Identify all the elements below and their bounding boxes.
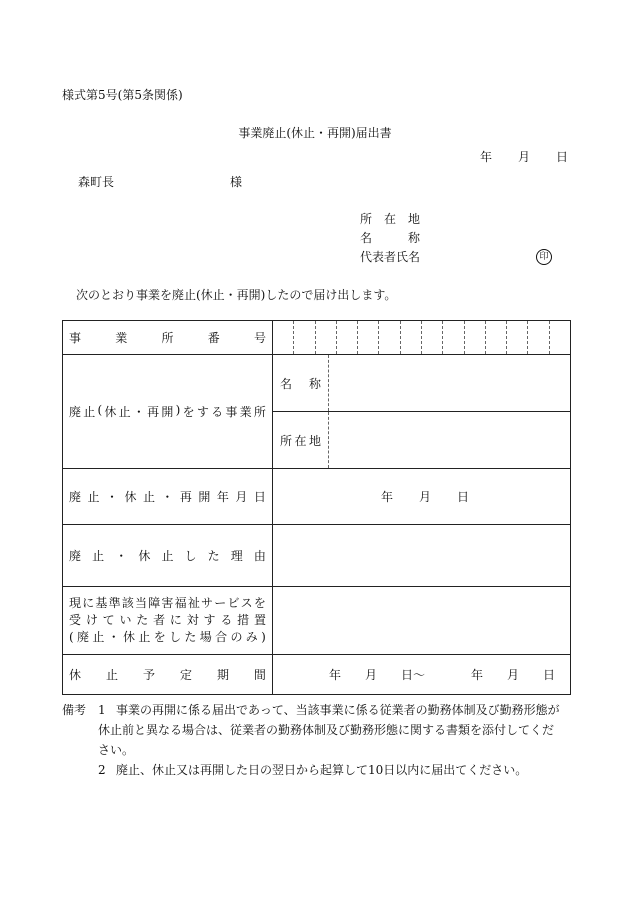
intro-text: 次のとおり事業を廃止(休止・再開)したので届け出します。	[76, 288, 397, 302]
label-text: 廃 止 ・ 休 止 し た 理 由	[69, 549, 266, 563]
office-number-digit-box[interactable]	[464, 321, 485, 354]
form-table	[62, 320, 571, 695]
applicant-location-label: 所 在 地	[360, 212, 421, 226]
row-measures	[63, 587, 571, 655]
office-location-label	[273, 412, 329, 468]
office-number-digit-box[interactable]	[549, 321, 570, 354]
note-1-line-3: さい。	[98, 743, 135, 757]
office-number-digit-box[interactable]	[442, 321, 463, 354]
office-number-digit-box[interactable]	[378, 321, 399, 354]
date-year: 年	[480, 150, 493, 164]
page-title: 事業廃止(休止・再開)届出書	[238, 126, 392, 140]
office-number-digit-box[interactable]	[293, 321, 314, 354]
reason-label	[63, 525, 273, 587]
row-period	[63, 655, 571, 695]
addressee-name: 森町長	[78, 175, 115, 189]
measures-field[interactable]	[273, 587, 571, 655]
date-label	[63, 469, 273, 525]
office-label	[63, 355, 273, 469]
seal-mark-icon: 印	[536, 248, 552, 265]
office-number-digit-box[interactable]	[357, 321, 378, 354]
row-office	[63, 355, 571, 469]
period-label	[63, 655, 273, 695]
applicant-representative-label: 代表者氏名	[360, 250, 421, 264]
addressee-honorific: 様	[230, 175, 243, 189]
date-day: 日	[556, 150, 569, 164]
office-number-label	[63, 321, 273, 355]
label-text: 休 止 予 定 期 間	[69, 668, 266, 682]
office-number-digit-box[interactable]	[421, 321, 442, 354]
notes: 備考 1 事業の再開に係る届出であって、当該事業に係る従業者の勤務体制及び勤務形態が 休止前と異なる場合は、従業者の勤務体制及び勤務形態に関する書類を添付してくだ さい。 2 廃止、休止又は再開した日の翌日から起算して10日以内に届出てください。	[62, 700, 572, 780]
office-number-digit-box[interactable]	[400, 321, 421, 354]
office-location-field[interactable]	[329, 412, 570, 468]
label-text: ( 廃 止 ・ 休 止 を し た 場 合 の み )	[69, 630, 266, 644]
reason-field[interactable]	[273, 525, 571, 587]
label-text: 現 に 基 準 該 当 障 害 福 祉 サ ー ビ ス を	[69, 596, 266, 610]
note-2: 廃止、休止又は再開した日の翌日から起算して10日以内に届出てください。	[116, 763, 528, 777]
office-number-digit-box[interactable]	[485, 321, 506, 354]
label-text: 受 け て い た 者 に 対 す る 措 置	[69, 613, 266, 627]
label-text: 廃 止 ・ 休 止 ・ 再 開 年 月 日	[69, 490, 266, 504]
office-location-row	[273, 411, 570, 468]
date-month: 月	[518, 150, 531, 164]
office-number-digit-box[interactable]	[315, 321, 336, 354]
period-field[interactable]: 年 月 日〜 年 月 日	[273, 655, 571, 695]
measures-label	[63, 587, 273, 655]
office-number-boxes[interactable]	[273, 321, 571, 355]
form-number: 様式第5号(第5条関係)	[62, 88, 183, 102]
office-number-digit-box[interactable]	[336, 321, 357, 354]
date-field[interactable]: 年 月 日	[273, 469, 571, 525]
row-reason	[63, 525, 571, 587]
office-name-row	[273, 355, 570, 411]
label-text: 名 称	[280, 376, 321, 391]
submission-date	[480, 148, 568, 165]
office-number-digit-box[interactable]	[506, 321, 527, 354]
applicant-name-label: 名 称	[360, 231, 421, 245]
office-details	[273, 355, 571, 469]
office-number-digit-box[interactable]	[273, 321, 293, 354]
label-text: 所 在 地	[280, 433, 321, 448]
row-office-number	[63, 321, 571, 355]
office-number-digit-box[interactable]	[527, 321, 548, 354]
note-1-line-2: 休止前と異なる場合は、従業者の勤務体制及び勤務形態に関する書類を添付してくだ	[98, 723, 555, 737]
note-1-line-1: 事業の再開に係る届出であって、当該事業に係る従業者の勤務体制及び勤務形態が	[116, 703, 560, 717]
office-name-label	[273, 355, 329, 411]
notes-heading: 備考	[62, 703, 87, 717]
label-text: 廃 止 ( 休 止 ・ 再 開 ) を す る 事 業 所	[69, 403, 266, 419]
row-date	[63, 469, 571, 525]
label-text: 事 業 所 番 号	[69, 331, 266, 345]
office-name-field[interactable]	[329, 355, 570, 411]
